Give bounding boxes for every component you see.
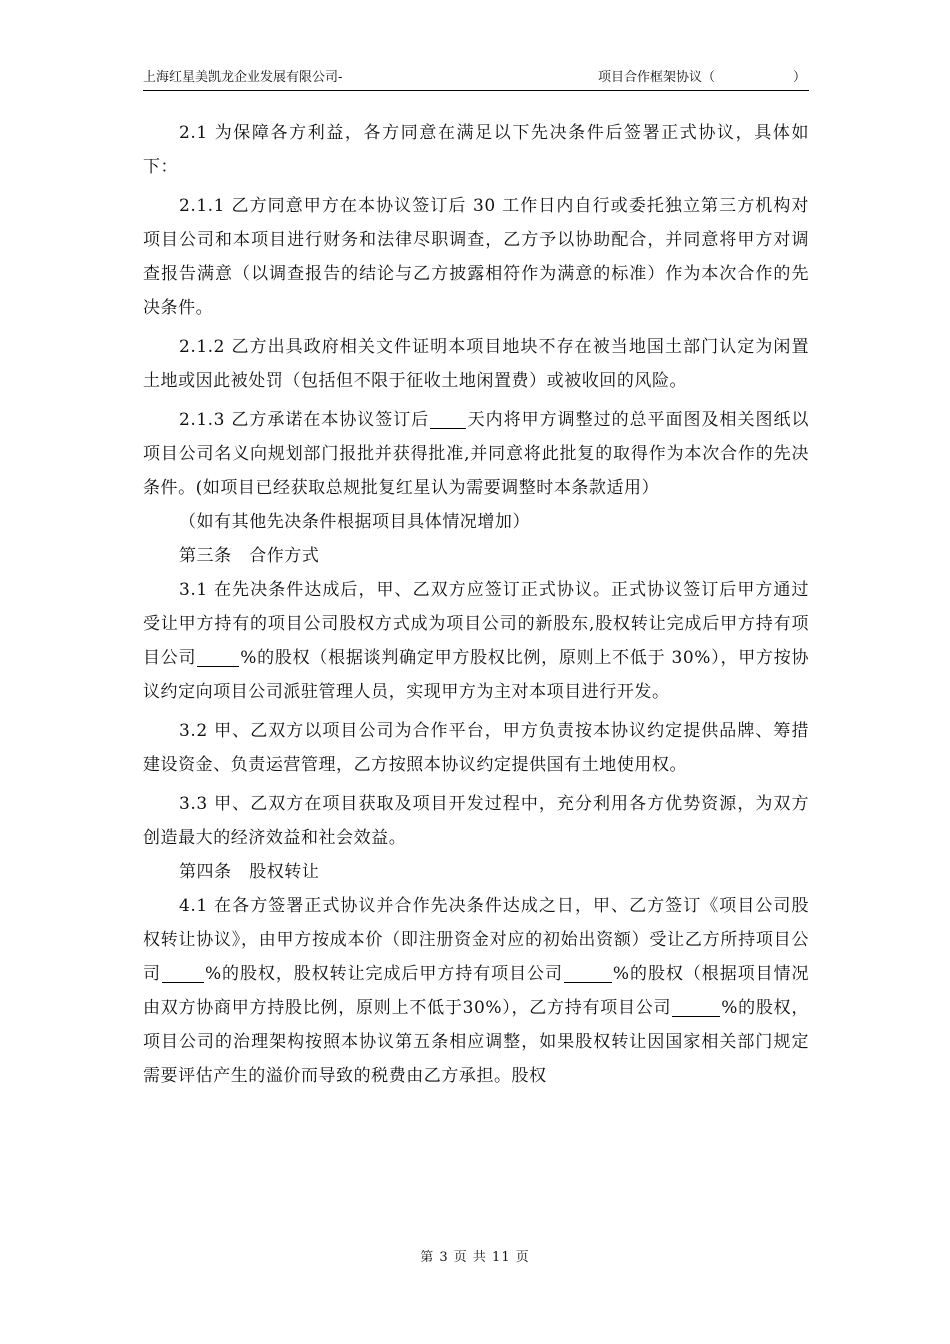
clause-3-1 — [143, 573, 809, 709]
clause-2-1-3 — [143, 403, 809, 505]
clause-2-1-3-text-a: 2.1.3 乙方承诺在本协议签订后 — [179, 410, 430, 430]
party-a-percent-blank — [564, 962, 612, 983]
header-company: 上海红星美凯龙企业发展有限公司- — [143, 70, 343, 85]
days-blank — [430, 408, 466, 429]
page-header — [143, 66, 809, 91]
clause-2-1: 2.1 为保障各方利益，各方同意在满足以下先决条件后签署正式协议，具体如下： — [143, 123, 809, 177]
clause-3-1-text-a: 3.1 在先决条件达成后，甲、乙双方应签订正式协议。正式协议签订后甲方通过受让甲方持有的项目公司股权方式成为项目公司的新股东,股权转让完成后甲方持有项目公司 — [143, 580, 809, 668]
clause-3-2: 3.2 甲、乙双方以项目公司为合作平台，甲方负责按本协议约定提供品牌、筹措建设资金、负责运营管理，乙方按照本协议约定提供国有土地使用权。 — [143, 721, 809, 775]
party-b-percent-blank — [672, 996, 720, 1017]
clause-2-1-3-text-b: 天内将甲方调整过的总平面图及相关图纸以项目公司名义向规划部门报批并获得批准,并同意将此批复的取得作为本次合作的先决条件。(如项目已经获取总规批复红星认为需要调整时本条款适用） — [143, 410, 809, 498]
clause-4-1-text-d: %的股权，项目公司的治理架构按照本协议第五条相应调整，如果股权转让因国家相关部门规定需要评估产生的溢价而导致的税费由乙方承担。股权 — [143, 998, 809, 1086]
transfer-percent-blank — [162, 962, 204, 983]
clause-3-1-text-b: %的股权（根据谈判确定甲方股权比例，原则上不低于 30%），甲方按协议约定向项目公司派驻管理人员，实现甲方为主对本项目进行开发。 — [143, 648, 809, 702]
clause-2-1-2: 2.1.2 乙方出具政府相关文件证明本项目地块不存在被当地国土部门认定为闲置土地或因此被处罚（包括但不限于征收土地闲置费）或被收回的风险。 — [143, 337, 809, 391]
article-3-heading: 第三条 合作方式 — [179, 546, 320, 566]
share-percent-blank — [197, 646, 239, 667]
clause-4-1-text-b: %的股权，股权转让完成后甲方持有项目公司 — [204, 964, 563, 984]
clause-4-1 — [143, 889, 809, 1093]
clause-3-3: 3.3 甲、乙双方在项目获取及项目开发过程中，充分利用各方优势资源，为双方创造最大的经济效益和社会效益。 — [143, 794, 809, 848]
clause-4-1-text-a: 4.1 在各方签署正式协议并合作先决条件达成之日，甲、乙方签订《项目公司股权转让协议》，由甲方按成本价（即注册资金对应的初始出资额）受让乙方所持项目公司 — [143, 896, 809, 984]
header-doc-title: 项目合作框架协议（ ） — [598, 70, 807, 85]
other-conditions-note: （如有其他先决条件根据项目具体情况增加） — [179, 512, 530, 532]
clause-2-1-1: 2.1.1 乙方同意甲方在本协议签订后 30 工作日内自行或委托独立第三方机构对项目公司和本项目进行财务和法律尽职调查，乙方予以协助配合，并同意将甲方对调查报告满意（以调查报告的结论与乙方披露相符作为满意的标准）作为本次合作的先决条件。 — [143, 196, 809, 318]
document-body — [143, 116, 809, 1093]
article-4-heading: 第四条 股权转让 — [179, 862, 320, 882]
page-number: 第 3 页 共 11 页 — [420, 1250, 530, 1265]
clause-4-1-text-c: %的股权（根据项目情况由双方协商甲方持股比例，原则上不低于30%），乙方持有项目公司 — [143, 964, 810, 1018]
